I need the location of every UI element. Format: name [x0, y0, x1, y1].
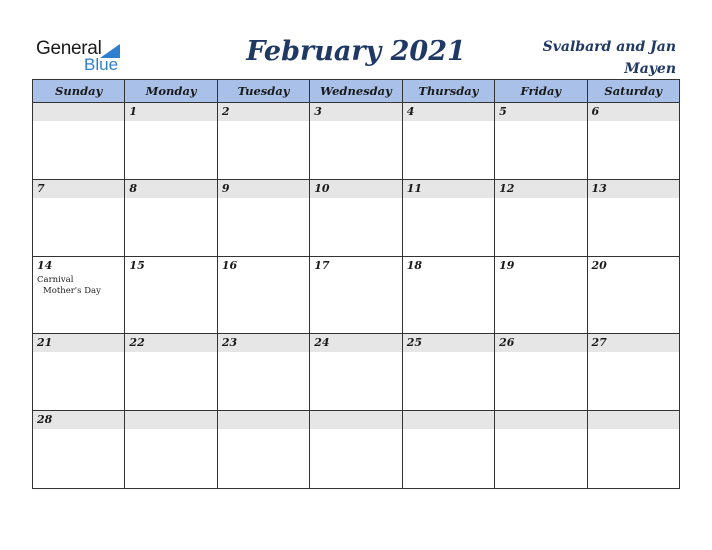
region-name: Svalbard and Jan Mayen: [542, 39, 676, 77]
day-number: 17: [314, 259, 330, 272]
day-cell: [402, 257, 494, 334]
day-cell: [217, 103, 309, 180]
week-row-1: [33, 103, 680, 180]
day-cell: [125, 103, 217, 180]
day-cell: [495, 180, 587, 257]
day-cell: [402, 334, 494, 411]
weekday-tuesday: Tuesday: [217, 80, 309, 103]
day-number: 10: [314, 182, 330, 195]
weekday-sunday: Sunday: [33, 80, 125, 103]
day-cell: [587, 334, 679, 411]
day-cell: [310, 180, 402, 257]
day-cell: [587, 103, 679, 180]
holiday-carnival: Carnival: [37, 275, 74, 285]
day-cell: [125, 411, 217, 489]
day-cell: [33, 334, 125, 411]
day-cell: [125, 257, 217, 334]
day-cell: [310, 411, 402, 489]
logo-word-blue: Blue: [84, 55, 119, 74]
day-cell: [495, 411, 587, 489]
logo-word-general: General: [36, 38, 102, 59]
day-number: 16: [221, 259, 238, 272]
day-cell: [33, 257, 125, 334]
day-cell: [402, 180, 494, 257]
day-cell: [33, 180, 125, 257]
calendar-grid: [32, 79, 680, 489]
day-number: 26: [499, 336, 515, 349]
day-cell: [495, 103, 587, 180]
weekday-friday: Friday: [495, 80, 587, 103]
day-number: 1: [129, 105, 138, 118]
day-number: 20: [591, 259, 607, 272]
day-cell: [310, 257, 402, 334]
weekday-saturday: Saturday: [587, 80, 679, 103]
day-number: 23: [221, 336, 238, 349]
week-row-4: [33, 334, 680, 411]
day-cell: [33, 103, 125, 180]
weekday-wednesday: Wednesday: [310, 80, 402, 103]
day-number: 12: [499, 182, 515, 195]
day-number: 4: [406, 105, 415, 118]
day-number: 18: [406, 259, 422, 272]
day-number: 25: [406, 336, 422, 349]
day-number: 2: [221, 105, 230, 118]
day-number: 13: [591, 182, 607, 195]
day-cell: [217, 180, 309, 257]
day-number: 22: [129, 336, 145, 349]
day-cell: [125, 180, 217, 257]
day-number: 7: [37, 182, 45, 195]
day-number: 9: [221, 182, 230, 195]
day-cell: [402, 103, 494, 180]
day-number: 19: [499, 259, 515, 272]
day-number: 6: [591, 105, 600, 118]
weekday-header-row: [33, 80, 680, 103]
day-cell: [495, 334, 587, 411]
day-cell: [217, 257, 309, 334]
generalblue-logo: [36, 38, 136, 74]
week-row-3: [33, 257, 680, 334]
day-number: 11: [406, 182, 422, 195]
day-cell: [587, 411, 679, 489]
day-number: 3: [314, 105, 322, 118]
day-cell: [125, 334, 217, 411]
day-number: 24: [314, 336, 330, 349]
day-number: 5: [499, 105, 507, 118]
day-cell: [310, 334, 402, 411]
day-number: 15: [129, 259, 145, 272]
day-number: 27: [591, 336, 607, 349]
day-cell: [402, 411, 494, 489]
day-number: 28: [37, 413, 53, 426]
weekday-monday: Monday: [125, 80, 217, 103]
day-number: 21: [37, 336, 53, 349]
week-row-5: [33, 411, 680, 489]
weekday-thursday: Thursday: [402, 80, 494, 103]
day-cell: [33, 411, 125, 489]
day-cell: [310, 103, 402, 180]
day-cell: [217, 411, 309, 489]
day-cell: [495, 257, 587, 334]
day-cell: [587, 180, 679, 257]
day-number: 8: [129, 182, 138, 195]
week-row-2: [33, 180, 680, 257]
calendar-title: February 2021: [246, 36, 466, 67]
day-number: 14: [37, 259, 53, 272]
day-cell: [587, 257, 679, 334]
holiday-mothers-day: Mother's Day: [43, 286, 101, 296]
day-cell: [217, 334, 309, 411]
